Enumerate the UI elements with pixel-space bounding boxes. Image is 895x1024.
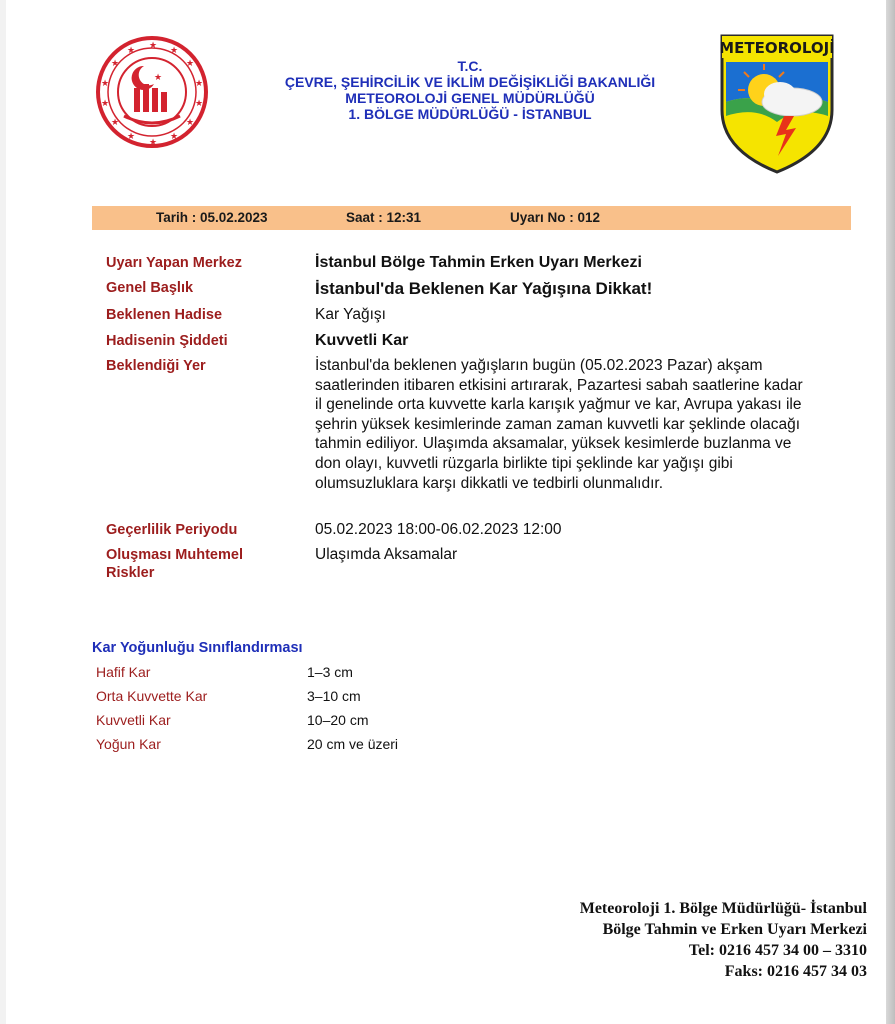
svg-text:★: ★ [186,118,195,128]
svg-text:★: ★ [127,132,136,142]
svg-text:★: ★ [170,46,179,56]
footer-fax: Faks: 0216 457 34 03 [724,963,867,980]
svg-text:★: ★ [111,118,120,128]
label-expected-event: Beklenen Hadise [106,307,223,323]
value-issuing-center: İstanbul Bölge Tahmin Erken Uyarı Merkezi [315,254,642,271]
value-severity: Kuvvetli Kar [315,332,409,349]
header-line-tc: T.C. [457,58,483,74]
label-issuing-center: Uyarı Yapan Merkez [106,255,242,271]
ministry-seal-icon [94,36,210,148]
value-expected-location: İstanbul'da beklenen yağışların bugün (05.02.2023 Pazar) akşam saatlerinden itibaren etkisini artırarak, Pazartesi sabah saatlerine kadar il genelinde orta kuvvette karla karışık yağmur ve kar, Avrupa yakası ile şehrin yüksek kesimlerinde zaman zaman kuvvetli kar şeklinde olacağı tahmin ediliyor. Ulaşımda aksamalar, yüksek kesimlerde buzlanma ve don olayı, kuvvetli rüzgarla birlikte tipi şeklinde kar yağışı gibi olumsuzluklara karşı dikkatli ve tedbirli olunmalıdır. [315,357,803,492]
svg-text:★: ★ [127,46,136,56]
label-validity-period: Geçerlilik Periyodu [106,522,238,538]
warning-time: Saat : 12:31 [346,210,422,225]
label-general-title: Genel Başlık [106,280,194,296]
warning-number: Uyarı No : 012 [510,210,601,225]
ministry-header [250,58,690,122]
class-value-light: 1–3 cm [307,664,353,680]
svg-text:★: ★ [149,138,158,148]
header-line-region: 1. BÖLGE MÜDÜRLÜĞÜ - İSTANBUL [348,106,592,122]
value-general-title: İstanbul'da Beklenen Kar Yağışına Dikkat! [315,279,653,298]
class-name-light: Hafif Kar [96,664,151,680]
value-possible-risks: Ulaşımda Aksamalar [315,546,458,563]
footer-center: Bölge Tahmin ve Erken Uyarı Merkezi [602,921,867,938]
contact-footer [580,898,867,982]
class-name-strong: Kuvvetli Kar [96,712,171,728]
class-name-moderate: Orta Kuvvette Kar [96,688,208,704]
page-edge-shadow [886,0,895,1024]
label-possible-risks: Oluşması Muhtemel Riskler [106,547,243,581]
svg-text:★: ★ [149,41,158,51]
class-value-heavy: 20 cm ve üzeri [307,736,399,752]
label-severity: Hadisenin Şiddeti [106,333,228,349]
svg-text:★: ★ [101,79,110,89]
svg-text:★: ★ [186,59,195,69]
value-expected-event: Kar Yağışı [315,306,386,323]
svg-text:★: ★ [195,99,204,109]
meteoroloji-logo-icon [718,32,836,174]
footer-directorate: Meteoroloji 1. Bölge Müdürlüğü- İstanbul [579,900,867,917]
footer-phone: Tel: 0216 457 34 00 – 3310 [688,942,867,959]
svg-text:★: ★ [170,132,179,142]
header-line-ministry: ÇEVRE, ŞEHİRCİLİK VE İKLİM DEĞİŞİKLİĞİ BAKANLIĞI [284,74,656,90]
logo-text: METEOROLOJİ [719,39,835,57]
label-expected-location: Beklendiği Yer [106,358,206,374]
warning-date: Tarih : 05.02.2023 [156,210,268,225]
value-validity-period: 05.02.2023 18:00-06.02.2023 12:00 [315,521,562,538]
class-name-heavy: Yoğun Kar [96,736,161,752]
classification-title: Kar Yoğunluğu Sınıflandırması [92,640,303,656]
warning-info-bar [92,206,851,230]
svg-text:★: ★ [101,99,110,109]
svg-text:★: ★ [154,73,163,83]
class-value-strong: 10–20 cm [307,712,369,728]
class-value-moderate: 3–10 cm [307,688,361,704]
svg-text:★: ★ [111,59,120,69]
header-line-directorate: METEOROLOJİ GENEL MÜDÜRLÜĞÜ [345,90,595,106]
svg-text:★: ★ [195,79,204,89]
